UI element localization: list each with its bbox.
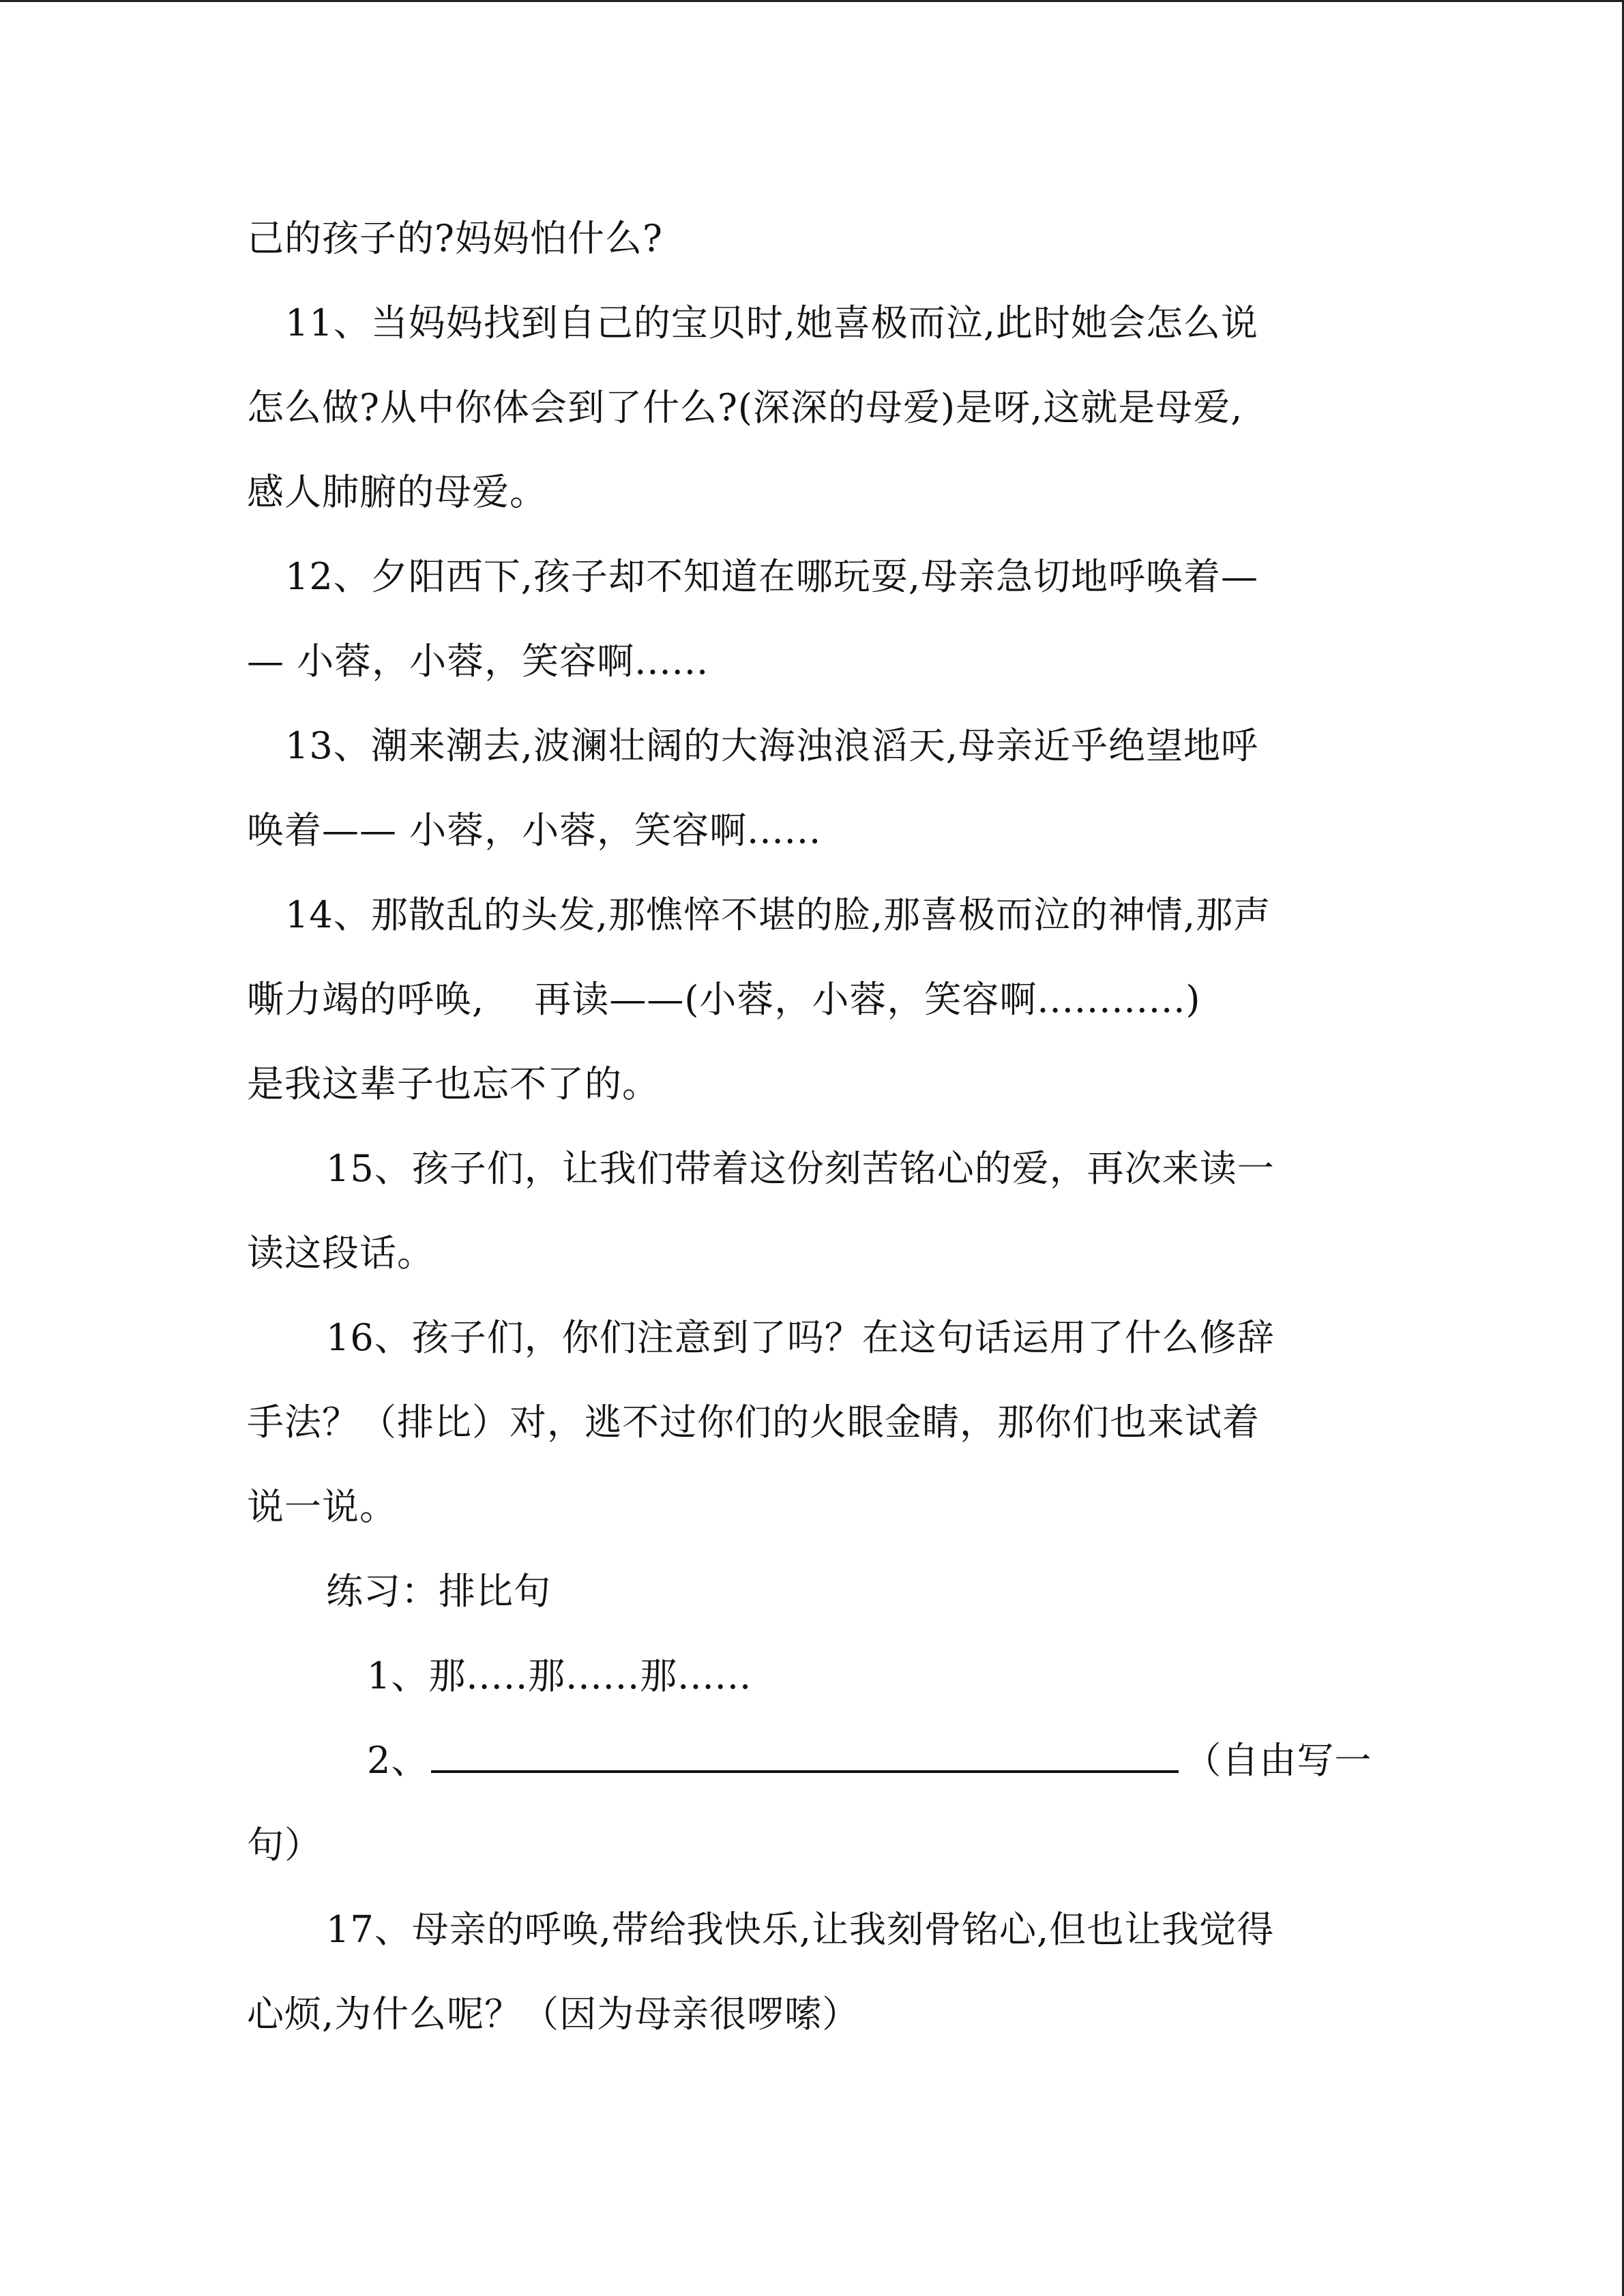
exercise-item-2-continuation: 句） xyxy=(247,1823,322,1866)
paragraph-13-line-1: 13、潮来潮去,波澜壮阔的大海浊浪滔天,母亲近乎绝望地呼 xyxy=(285,724,1259,767)
exercise-item-1: 1、那.....那......那...... xyxy=(367,1654,752,1697)
paragraph-14-line-3: 是我这辈子也忘不了的。 xyxy=(247,1062,660,1105)
exercise-heading: 练习：排比句 xyxy=(326,1570,551,1613)
paragraph-14-line-2: 嘶力竭的呼唤, 再读——(小蓉，小蓉，笑容啊............) xyxy=(247,978,1201,1021)
paragraph-16-line-2: 手法？（排比）对，逃不过你们的火眼金睛，那你们也来试着 xyxy=(247,1401,1260,1444)
paragraph-15-line-2: 读这段话。 xyxy=(247,1232,434,1274)
paragraph-12-line-1: 12、夕阳西下,孩子却不知道在哪玩耍,母亲急切地呼唤着— xyxy=(285,555,1259,598)
exercise-item-2 xyxy=(247,1718,1379,1803)
paragraph-12-line-2: — 小蓉，小蓉，笑容啊...... xyxy=(247,640,709,683)
paragraph-15-line-1: 15、孩子们，让我们带着这份刻苦铭心的爱，再次来读一 xyxy=(326,1147,1275,1190)
document-body xyxy=(247,196,1379,2057)
paragraph-17-line-1: 17、母亲的呼唤,带给我快乐,让我刻骨铭心,但也让我觉得 xyxy=(326,1908,1275,1951)
paragraph-11-line-1: 11、当妈妈找到自己的宝贝时,她喜极而泣,此时她会怎么说 xyxy=(285,301,1259,344)
exercise-item-2-prefix: 2、 xyxy=(367,1739,429,1782)
paragraph-16-line-3: 说一说。 xyxy=(247,1485,397,1528)
paragraph-13-line-2: 唤着—— 小蓉，小蓉，笑容啊...... xyxy=(247,809,822,852)
page-border-top xyxy=(0,0,1624,2)
text-line: 己的孩子的?妈妈怕什么? xyxy=(247,217,663,260)
paragraph-17-line-2: 心烦,为什么呢？（因为母亲很啰嗦） xyxy=(247,1993,860,2036)
fill-in-blank[interactable] xyxy=(431,1729,1179,1773)
paragraph-11-line-3: 感人肺腑的母爱。 xyxy=(247,471,547,513)
paragraph-11-line-2: 怎么做?从中你体会到了什么?(深深的母爱)是呀,这就是母爱, xyxy=(247,386,1243,429)
paragraph-14-line-1: 14、那散乱的头发,那憔悴不堪的脸,那喜极而泣的神情,那声 xyxy=(285,893,1271,936)
exercise-item-2-suffix: （自由写一 xyxy=(1184,1739,1372,1782)
paragraph-16-line-1: 16、孩子们，你们注意到了吗？在这句话运用了什么修辞 xyxy=(326,1316,1275,1359)
